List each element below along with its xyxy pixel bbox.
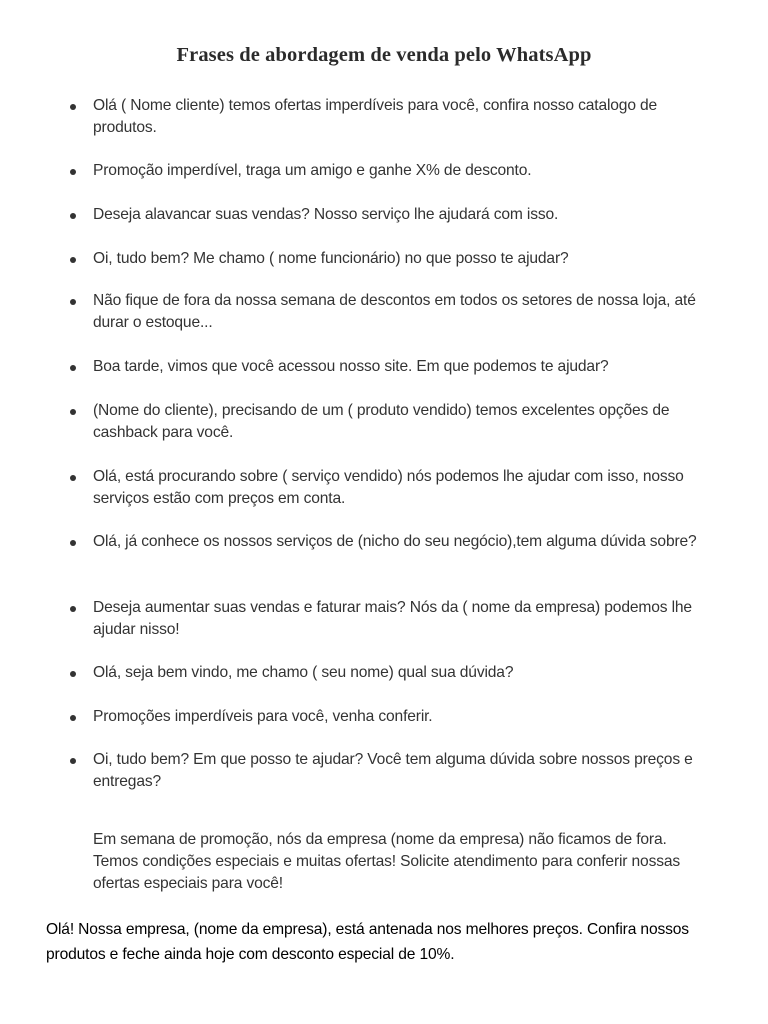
list-item-text: Olá ( Nome cliente) temos ofertas imperdíveis para você, confira nosso catalogo de produtos. xyxy=(93,97,658,136)
list-item-text: Deseja aumentar suas vendas e faturar mais? Nós da ( nome da empresa) podemos lhe ajudar nisso! xyxy=(93,599,692,638)
list-item-text: Olá, seja bem vindo, me chamo ( seu nome) qual sua dúvida? xyxy=(93,664,514,681)
list-item-text: Boa tarde, vimos que você acessou nosso site. Em que podemos te ajudar? xyxy=(93,358,609,375)
list-item-text: Deseja alavancar suas vendas? Nosso serviço lhe ajudará com isso. xyxy=(93,206,559,223)
bullet-icon xyxy=(70,671,76,677)
bullet-icon xyxy=(70,540,76,546)
list-item-text: (Nome do cliente), precisando de um ( produto vendido) temos excelentes opções de cashback para você. xyxy=(93,402,670,441)
document-title: Frases de abordagem de venda pelo WhatsApp xyxy=(176,44,592,66)
list-item-text: Promoções imperdíveis para você, venha conferir. xyxy=(93,708,433,725)
bullet-icon xyxy=(70,475,76,481)
bullet-icon xyxy=(70,104,76,110)
bullet-icon xyxy=(70,169,76,175)
bullet-icon xyxy=(70,715,76,721)
bullet-icon xyxy=(70,213,76,219)
bullet-icon xyxy=(70,365,76,371)
list-item-text: Não fique de fora da nossa semana de descontos em todos os setores de nossa loja, até durar o estoque... xyxy=(93,292,696,331)
list-item-text: Oi, tudo bem? Em que posso te ajudar? Você tem alguma dúvida sobre nossos preços e entregas? xyxy=(93,751,693,790)
bullet-icon xyxy=(70,299,76,305)
bullet-icon xyxy=(70,257,76,263)
list-item-text: Promoção imperdível, traga um amigo e ganhe X% de desconto. xyxy=(93,162,532,179)
list-item-text: Olá, já conhece os nossos serviços de (nicho do seu negócio),tem alguma dúvida sobre? xyxy=(93,533,697,550)
list-item-text: Olá, está procurando sobre ( serviço vendido) nós podemos lhe ajudar com isso, nosso serviços estão com preços em conta. xyxy=(93,468,684,507)
indented-paragraph: Em semana de promoção, nós da empresa (nome da empresa) não ficamos de fora. Temos condições especiais e muitas ofertas! Solicite atendimento para conferir nossas ofertas especiais para você! xyxy=(93,831,681,892)
bullet-icon xyxy=(70,758,76,764)
final-paragraph: Olá! Nossa empresa, (nome da empresa), está antenada nos melhores preços. Confira nossos produtos e feche ainda hoje com desconto especial de 10%. xyxy=(46,921,689,963)
bullet-icon xyxy=(70,606,76,612)
bullet-icon xyxy=(70,409,76,415)
list-item-text: Oi, tudo bem? Me chamo ( nome funcionário) no que posso te ajudar? xyxy=(93,250,569,267)
